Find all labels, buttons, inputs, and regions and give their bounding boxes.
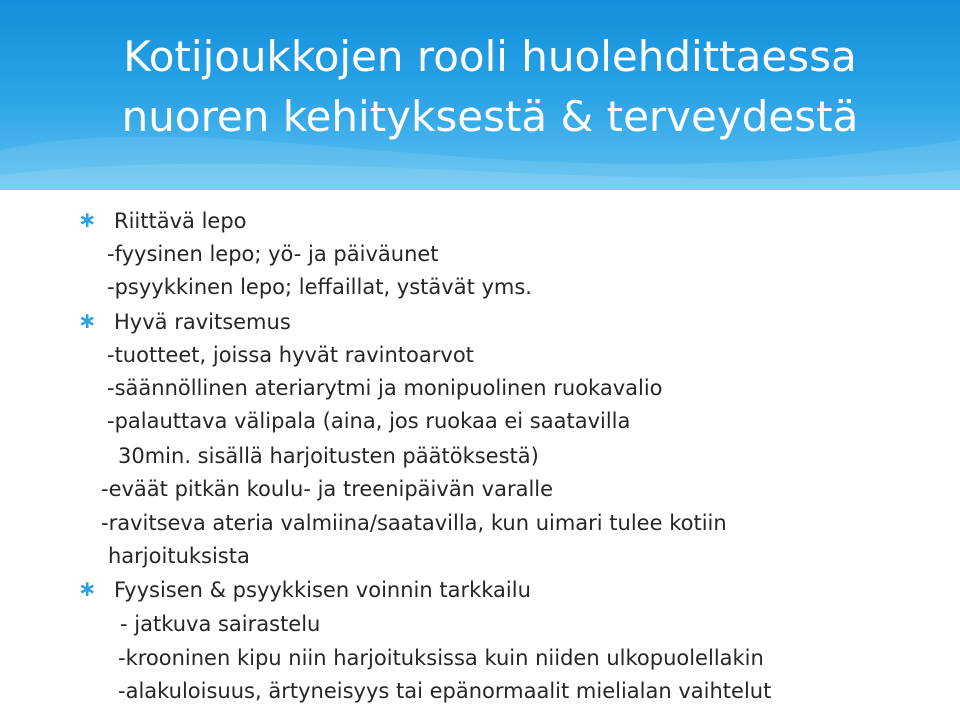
asterisk-bullet-icon: ∗ <box>78 309 97 334</box>
list-item-text: 30min. sisällä harjoitusten päätöksestä) <box>118 444 539 468</box>
list-item-text: -säännöllinen ateriarytmi ja monipuolinen ruokavalio <box>107 376 663 400</box>
asterisk-bullet-icon: ∗ <box>78 577 97 602</box>
slide-title-line-2: nuoren kehityksestä & terveydestä <box>121 92 859 141</box>
list-item-text: Fyysisen & psyykkisen voinnin tarkkailu <box>114 578 531 602</box>
list-item-text: -psyykkinen lepo; leffaillat, ystävät yms. <box>107 275 532 299</box>
list-item-text: -ravitseva ateria valmiina/saatavilla, kun uimari tulee kotiin <box>101 511 727 535</box>
list-item-text: -alakuloisuus, ärtyneisyys tai epänormaalit mielialan vaihtelut <box>118 679 772 703</box>
asterisk-bullet-icon: ∗ <box>78 208 97 233</box>
list-item-text: -krooninen kipu niin harjoituksissa kuin niiden ulkopuolellakin <box>118 646 764 670</box>
list-item-text: Riittävä lepo <box>114 209 247 233</box>
list-item-text: -fyysinen lepo; yö- ja päiväunet <box>107 242 439 266</box>
slide-title-line-1: Kotijoukkojen rooli huolehdittaessa <box>123 32 857 81</box>
title-band <box>0 0 960 190</box>
list-item-text: -eväät pitkän koulu- ja treenipäivän varalle <box>101 477 554 501</box>
list-item-text: - jatkuva sairastelu <box>120 612 321 636</box>
list-item-text: Hyvä ravitsemus <box>114 310 291 334</box>
list-item-text: -palauttava välipala (aina, jos ruokaa ei saatavilla <box>107 409 631 433</box>
list-item-text: -tuotteet, joissa hyvät ravintoarvot <box>107 343 474 367</box>
slide-title <box>50 27 930 147</box>
list-item-text: harjoituksista <box>108 544 250 568</box>
